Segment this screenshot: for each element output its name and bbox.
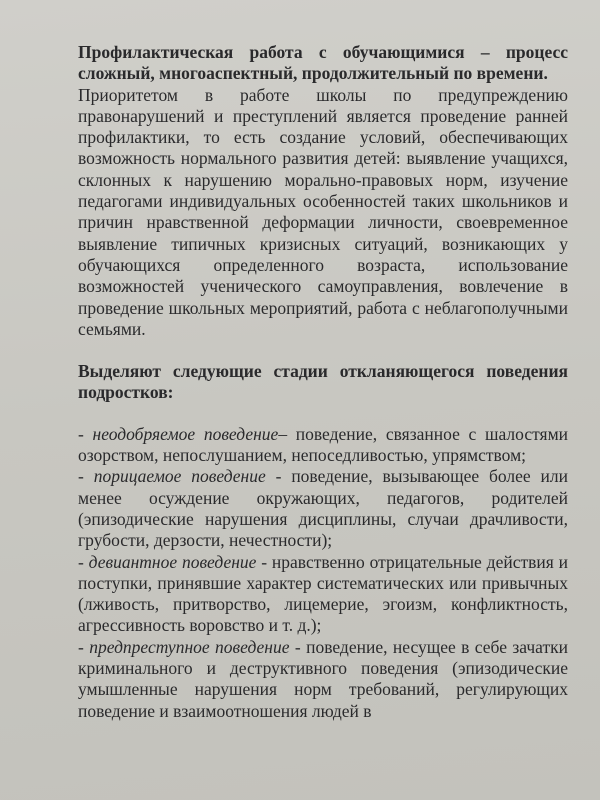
document-text [78, 42, 568, 722]
stage-prefix: - [78, 423, 93, 444]
stage-description: - нравственно отрицательные действия и поступки, принявшие характер систематических или привычных (лживость, притворство, лицемерие, эгоизм, конфликтность, агрессивность воровство и т. д.); [78, 551, 568, 636]
stage-prefix: - [78, 551, 89, 572]
stage-term: девиантное поведение [88, 551, 257, 572]
stage-description: – поведение, связанное с шалостями озорством, непослушанием, непоседливостью, упрямством; [78, 423, 569, 466]
section-spacer [78, 340, 568, 361]
stage-item [78, 424, 568, 467]
section-spacer [78, 404, 568, 424]
stage-description: - поведение, вызывающее более или менее осуждение окружающих, педагогов, родителей (эпизодические нарушения дисциплины, случаи драчливости, грубости, дерзости, нечестности); [78, 466, 568, 551]
intro-heading: Профилактическая работа с обучающимися – процесс сложный, многоаспектный, продолжительный по времени. [78, 42, 568, 84]
stage-item [78, 637, 568, 722]
intro-paragraph: Приоритетом в работе школы по предупреждению правонарушений и преступлений является проведение ранней профилактики, то есть создание условий, обеспечивающих возможность нормального развития детей: выявление учащихся, склонных к нарушению морально-правовых норм, изучение педагогами индивидуальных особенностей таких школьников и причин нравственной деформации личности, своевременное выявление типичных кризисных ситуаций, возникающих у обучающихся определенного возраста, использование возможностей ученического самоуправления, вовлечение в проведение школьных мероприятий, работа с неблагополучными семьями. [78, 84, 568, 339]
stage-prefix: - [78, 636, 90, 657]
stage-item [78, 466, 568, 551]
stage-term: предпреступное поведение [89, 636, 290, 657]
stages-heading: Выделяют следующие стадии откланяющегося поведения подростков: [78, 361, 568, 403]
stage-description: - поведение, несущее в себе зачатки криминального и деструктивного поведения (эпизодические умышленные нарушения норм требований, регулирующих поведение и взаимоотношения людей в [78, 636, 568, 721]
stage-term: неодобряемое поведение [92, 423, 279, 444]
stage-term: порицаемое поведение [93, 466, 266, 487]
stage-item [78, 552, 568, 637]
stage-prefix: - [78, 466, 94, 487]
